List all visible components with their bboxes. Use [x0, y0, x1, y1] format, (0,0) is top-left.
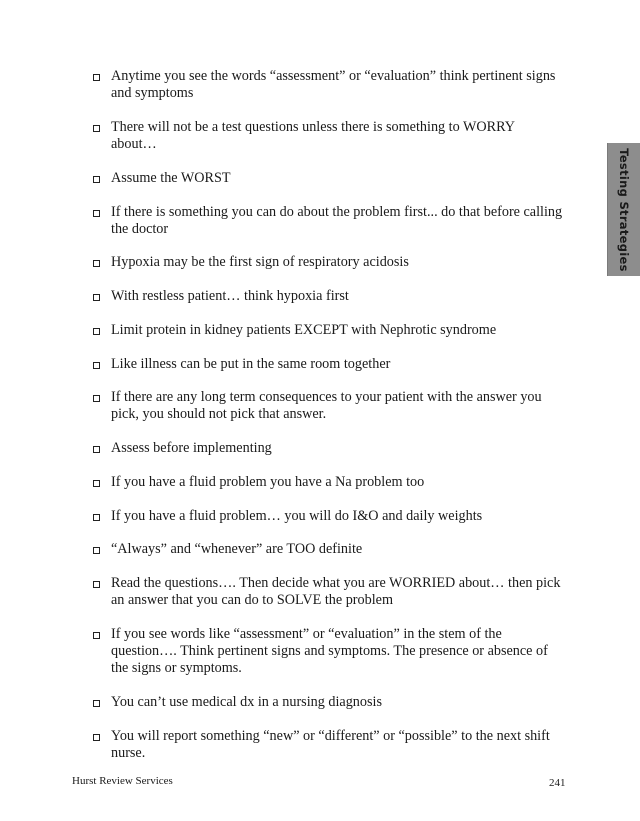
- list-item: [93, 541, 563, 558]
- list-item-text: If you have a fluid problem you have a Na problem too: [111, 473, 425, 490]
- list-item: [93, 119, 563, 153]
- list-item-text: Anytime you see the words “assessment” or “evaluation” think pertinent signs and symptoms: [111, 68, 556, 102]
- list-item: [93, 440, 563, 457]
- list-item-text: If you see words like “assessment” or “evaluation” in the stem of the question…. Think pertinent signs and symptoms. The presence or absence of the signs or symptoms.: [111, 625, 548, 677]
- list-item-text: If there are any long term consequences to your patient with the answer you pick, you should not pick that answer.: [111, 389, 542, 423]
- list-item-text: If there is something you can do about the problem first... do that before calling the doctor: [111, 203, 563, 237]
- checkbox-bullet-icon: [93, 480, 100, 487]
- list-item: [93, 288, 563, 305]
- checkbox-bullet-icon: [93, 581, 100, 588]
- list-item: [93, 170, 563, 187]
- list-item-text: There will not be a test questions unless there is something to WORRY about…: [111, 118, 515, 153]
- checkbox-bullet-icon: [93, 362, 100, 369]
- checkbox-bullet-icon: [93, 734, 100, 741]
- list-item: [93, 356, 563, 373]
- list-item-text: Assess before implementing: [111, 440, 272, 457]
- strategy-list: [93, 68, 563, 779]
- footer-publisher: Hurst Review Services: [72, 775, 173, 787]
- list-item-text: You can’t use medical dx in a nursing diagnosis: [111, 693, 382, 710]
- list-item: [93, 728, 563, 762]
- checkbox-bullet-icon: [93, 514, 100, 521]
- list-item: [93, 575, 563, 609]
- checkbox-bullet-icon: [93, 210, 100, 217]
- list-item-text: Read the questions…. Then decide what you are WORRIED about… then pick an answer that you can do to SOLVE the problem: [111, 574, 561, 609]
- section-side-tab: [607, 143, 640, 276]
- list-item: [93, 694, 563, 711]
- checkbox-bullet-icon: [93, 547, 100, 554]
- list-item-text: With restless patient… think hypoxia first: [111, 288, 349, 305]
- checkbox-bullet-icon: [93, 395, 100, 402]
- list-item-text: “Always” and “whenever” are TOO definite: [111, 541, 363, 558]
- list-item: [93, 254, 563, 271]
- list-item: [93, 508, 563, 525]
- list-item-text: Assume the WORST: [111, 169, 231, 186]
- list-item: [93, 68, 563, 102]
- list-item-text: Like illness can be put in the same room together: [111, 355, 391, 372]
- list-item: [93, 204, 563, 238]
- list-item: [93, 389, 563, 423]
- page-number: 241: [549, 777, 566, 789]
- section-side-tab-label: Testing Strategies: [617, 147, 631, 272]
- checkbox-bullet-icon: [93, 74, 100, 81]
- checkbox-bullet-icon: [93, 260, 100, 267]
- list-item-text: You will report something “new” or “different” or “possible” to the next shift nurse.: [111, 727, 550, 761]
- list-item: [93, 626, 563, 678]
- checkbox-bullet-icon: [93, 176, 100, 183]
- list-item-text: If you have a fluid problem… you will do I&O and daily weights: [111, 507, 483, 524]
- checkbox-bullet-icon: [93, 125, 100, 132]
- list-item-text: Hypoxia may be the first sign of respiratory acidosis: [111, 254, 409, 271]
- checkbox-bullet-icon: [93, 328, 100, 335]
- list-item-text: Limit protein in kidney patients EXCEPT with Nephrotic syndrome: [111, 321, 497, 338]
- list-item: [93, 322, 563, 339]
- list-item: [93, 474, 563, 491]
- checkbox-bullet-icon: [93, 294, 100, 301]
- checkbox-bullet-icon: [93, 446, 100, 453]
- checkbox-bullet-icon: [93, 700, 100, 707]
- checkbox-bullet-icon: [93, 632, 100, 639]
